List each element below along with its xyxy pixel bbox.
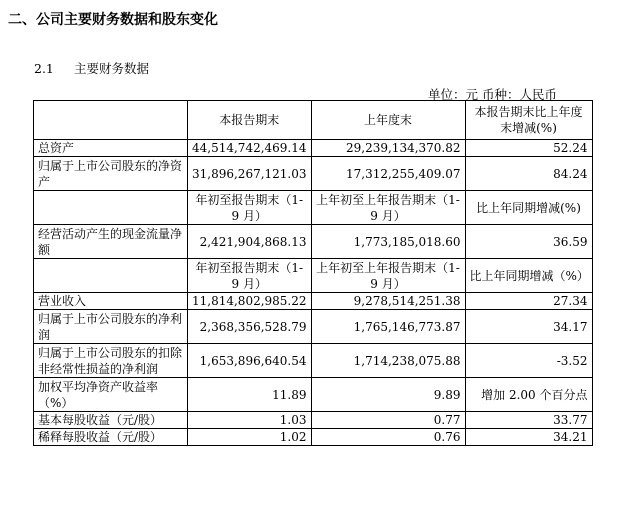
subheader-blank-cell <box>34 191 188 225</box>
table-row <box>34 140 593 157</box>
row-value-current: 11.89 <box>188 378 312 412</box>
table-row <box>34 310 593 344</box>
row-value-change: 增加 2.00 个百分点 <box>465 378 592 412</box>
row-value-change: -3.52 <box>465 344 592 378</box>
row-value-prior: 0.76 <box>311 429 465 446</box>
row-value-prior: 1,765,146,773.87 <box>311 310 465 344</box>
row-value-prior: 9.89 <box>311 378 465 412</box>
row-value-current: 2,421,904,868.13 <box>188 225 312 259</box>
table-row <box>34 412 593 429</box>
table-subheader-row <box>34 191 593 225</box>
row-label: 营业收入 <box>34 293 188 310</box>
table-row <box>34 344 593 378</box>
row-value-change: 33.77 <box>465 412 592 429</box>
header-change-vs-last-year-end: 本报告期末比上年度末增减(%) <box>465 101 592 140</box>
financial-data-table <box>33 100 593 446</box>
table-row <box>34 378 593 412</box>
row-label: 经营活动产生的现金流量净额 <box>34 225 188 259</box>
subsection-label: 主要财务数据 <box>74 61 150 76</box>
header-last-year-end: 上年度末 <box>311 101 465 140</box>
row-label: 归属于上市公司股东的净利润 <box>34 310 188 344</box>
row-value-prior: 1,773,185,018.60 <box>311 225 465 259</box>
subheader-ytd: 年初至报告期末（1-9 月） <box>188 191 312 225</box>
row-value-prior: 1,714,238,075.88 <box>311 344 465 378</box>
subsection-title <box>34 59 149 77</box>
table-subheader-row <box>34 259 593 293</box>
row-value-change: 34.21 <box>465 429 592 446</box>
subheader-prior-ytd: 上年初至上年报告期末（1-9 月） <box>311 259 465 293</box>
subheader-yoy-change: 比上年同期增减（%） <box>465 259 592 293</box>
subheader-ytd: 年初至报告期末（1-9 月） <box>188 259 312 293</box>
row-label: 加权平均净资产收益率（%） <box>34 378 188 412</box>
row-label: 归属于上市公司股东的净资产 <box>34 157 188 191</box>
row-value-prior: 29,239,134,370.82 <box>311 140 465 157</box>
row-value-change: 34.17 <box>465 310 592 344</box>
row-value-current: 31,896,267,121.03 <box>188 157 312 191</box>
row-value-prior: 0.77 <box>311 412 465 429</box>
row-value-current: 1,653,896,640.54 <box>188 344 312 378</box>
table-header-row <box>34 101 593 140</box>
row-label: 稀释每股收益（元/股） <box>34 429 188 446</box>
subheader-prior-ytd: 上年初至上年报告期末（1-9 月） <box>311 191 465 225</box>
section-heading: 二、公司主要财务数据和股东变化 <box>8 12 218 28</box>
header-blank-cell <box>34 101 188 140</box>
row-value-change: 36.59 <box>465 225 592 259</box>
unit-currency-note: 单位：元 币种：人民币 <box>428 87 557 102</box>
row-label: 归属于上市公司股东的扣除非经常性损益的净利润 <box>34 344 188 378</box>
row-value-change: 27.34 <box>465 293 592 310</box>
subheader-yoy-change: 比上年同期增减(%) <box>465 191 592 225</box>
table-row <box>34 293 593 310</box>
row-value-current: 1.02 <box>188 429 312 446</box>
subheader-blank-cell <box>34 259 188 293</box>
row-value-current: 11,814,802,985.22 <box>188 293 312 310</box>
subsection-number: 2.1 <box>34 61 54 76</box>
table-row <box>34 429 593 446</box>
row-label: 基本每股收益（元/股） <box>34 412 188 429</box>
row-value-change: 84.24 <box>465 157 592 191</box>
row-label: 总资产 <box>34 140 188 157</box>
table-row <box>34 225 593 259</box>
row-value-current: 44,514,742,469.14 <box>188 140 312 157</box>
row-value-prior: 17,312,255,409.07 <box>311 157 465 191</box>
header-current-period-end: 本报告期末 <box>188 101 312 140</box>
row-value-current: 2,368,356,528.79 <box>188 310 312 344</box>
row-value-change: 52.24 <box>465 140 592 157</box>
row-value-prior: 9,278,514,251.38 <box>311 293 465 310</box>
row-value-current: 1.03 <box>188 412 312 429</box>
table-row <box>34 157 593 191</box>
